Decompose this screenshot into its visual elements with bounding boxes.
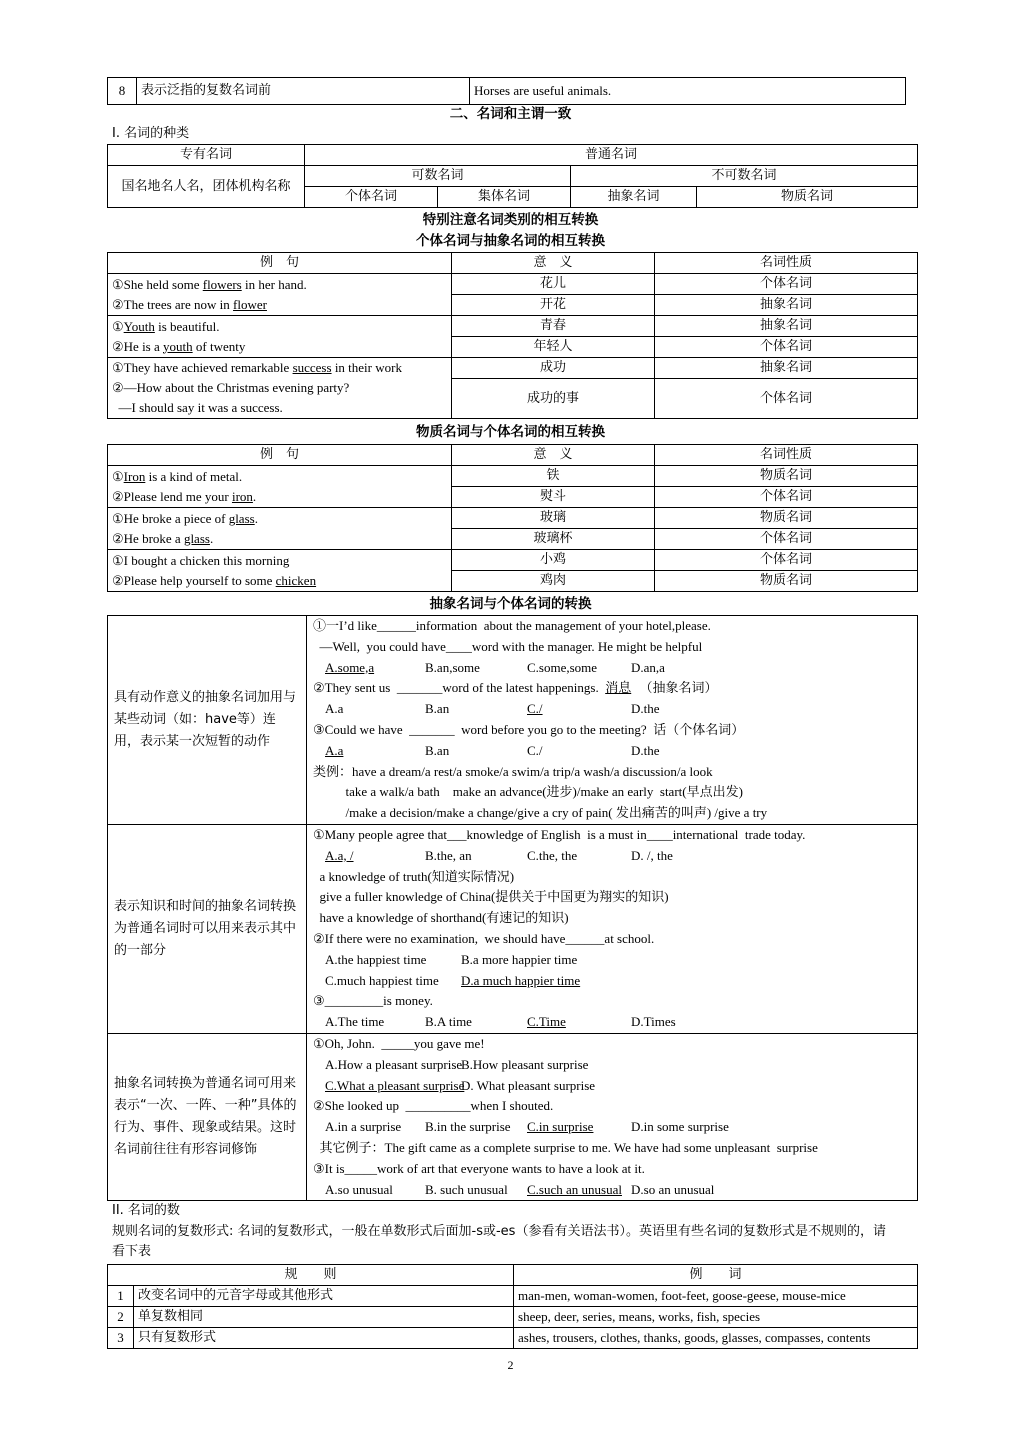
meaning-cell: 玻璃杯 [452, 529, 655, 550]
annotation: 消息 [605, 681, 632, 697]
meaning-cell: 熨斗 [452, 487, 655, 508]
table1-title: 个体名词与抽象名词的相互转换 [416, 233, 605, 249]
countable-header: 可数名词 [305, 166, 571, 187]
example-text: have a knowledge of shorthand(有速记的知识) [313, 910, 569, 926]
header-rule: 规 则 [108, 1265, 514, 1286]
example-line [313, 846, 911, 867]
answer-option: D.Times [631, 1014, 676, 1030]
example-cell: Horses are useful animals. [470, 78, 906, 105]
answer-option: B.an [425, 701, 450, 717]
header-example: 例 句 [108, 253, 452, 274]
row-number: 2 [108, 1307, 134, 1328]
header-examples: 例 词 [514, 1265, 918, 1286]
header-nature: 名词性质 [655, 253, 918, 274]
noun-kinds-table [107, 144, 918, 208]
nature-cell: 物质名词 [655, 508, 918, 529]
answer-option: A.in a surprise [325, 1119, 402, 1135]
abstract-conversion-table [107, 615, 918, 1201]
header-meaning: 意 义 [452, 445, 655, 466]
example-text: ③It is_____work of art that everyone wants to have a look at it. [313, 1160, 645, 1176]
example-text: ③Could we have _______ word before you go to the meeting? [313, 721, 654, 737]
answer-option: A.a, / [325, 847, 354, 863]
part2-label: II. 名词的数 [112, 1203, 180, 1218]
nature-cell: 个体名词 [655, 274, 918, 295]
rule-cell: 只有复数形式 [134, 1328, 514, 1349]
meaning-cell: 青春 [452, 316, 655, 337]
answer-option: C.What a pleasant surprise [325, 1077, 465, 1093]
plural-table [107, 1264, 918, 1349]
examples-list [313, 616, 911, 824]
meaning-cell: 成功的事 [452, 379, 655, 419]
answer-option: C.such an unusual [527, 1181, 622, 1197]
example-text: ③_________is money. [313, 993, 433, 1009]
row-number: 3 [108, 1328, 134, 1349]
answer-option: D.so an unusual [631, 1181, 715, 1197]
answer-option: C.some,some [527, 659, 598, 675]
rule-cell: 改变名词中的元音字母或其他形式 [134, 1286, 514, 1307]
rule-cell: 表示泛指的复数名词前 [137, 78, 470, 105]
example-line [313, 741, 911, 762]
example-cell: sheep, deer, series, means, works, fish, species [514, 1307, 918, 1328]
common-header: 普通名词 [305, 145, 918, 166]
example-text: ②She looked up __________when I shouted. [313, 1098, 554, 1114]
answer-option: A.a [325, 742, 344, 758]
table2-title: 物质名词与个体名词的相互转换 [416, 424, 605, 440]
header-meaning: 意 义 [452, 253, 655, 274]
row-number: 8 [108, 78, 137, 105]
nature-cell: 个体名词 [655, 379, 918, 419]
answer-option: C.much happiest time [325, 972, 439, 988]
row-number: 1 [108, 1286, 134, 1307]
answer-option: D.a much happier time [461, 972, 581, 988]
answer-option: C.the, the [527, 847, 578, 863]
example-text: /make a decision/make a change/give a cry of pain( 发出痛苦的叫声) /give a try [313, 805, 768, 821]
material-header: 物质名词 [697, 187, 918, 208]
nature-cell: 个体名词 [655, 529, 918, 550]
part2-text: 规则名词的复数形式: 名词的复数形式，一般在单数形式后面加-s或-es（参看有关语法书）。英语里有些名词的复数形式是不规则的，请 [112, 1224, 886, 1239]
part1-label: I. 名词的种类 [112, 126, 190, 141]
example-text: 类例：have a dream/a rest/a smoke/a swim/a trip/a wash/a discussion/a look [313, 763, 713, 779]
answer-option: B.the, an [425, 847, 472, 863]
example-line [313, 1180, 911, 1201]
answer-option: B.How pleasant surprise [461, 1056, 589, 1072]
example-text: ①Many people agree that___knowledge of English is a must in____international trade today. [313, 827, 806, 842]
example-line [313, 803, 911, 824]
answer-option: B.in the surprise [425, 1119, 511, 1135]
answer-option: C.Time [527, 1014, 566, 1030]
example-line [313, 658, 911, 679]
example-text: —Well, you could have____word with the manager. He might be helpful [313, 638, 703, 654]
example-cell: ①Iron is a kind of metal. ②Please lend me your iron. [108, 466, 452, 508]
collective-header: 集体名词 [438, 187, 571, 208]
answer-option: B.an [425, 742, 450, 758]
answer-option: B. such unusual [425, 1181, 508, 1197]
nature-cell: 抽象名词 [655, 316, 918, 337]
table3-title: 抽象名词与个体名词的转换 [429, 596, 592, 612]
answer-option: D. What pleasant surprise [461, 1077, 596, 1093]
example-line [313, 637, 911, 658]
meaning-cell: 铁 [452, 466, 655, 487]
annotation: 话（个体名词） [653, 722, 745, 738]
rule-cell: 单复数相同 [134, 1307, 514, 1328]
example-line [313, 720, 911, 741]
example-line [313, 887, 911, 908]
examples-cell [307, 616, 918, 825]
header-nature: 名词性质 [655, 445, 918, 466]
example-line [313, 762, 911, 783]
example-text: give a fuller knowledge of China(提供关于中国更为翔实的知识) [313, 889, 669, 905]
category-cell: 具有动作意义的抽象名词加用与某些动词（如：have等）连用，表示某一次短暂的动作 [108, 616, 307, 825]
example-line [313, 1076, 911, 1097]
example-cell: man-men, woman-women, foot-feet, goose-geese, mouse-mice [514, 1286, 918, 1307]
example-line [313, 950, 911, 971]
answer-option: D.the [631, 701, 660, 717]
answer-option: C./ [527, 742, 543, 758]
example-text: ②They sent us _______word of the latest happenings. [313, 680, 606, 696]
meaning-cell: 小鸡 [452, 550, 655, 571]
part2-text-cont: 看下表 [112, 1244, 152, 1259]
category-cell: 抽象名词转换为普通名词可用来表示“一次、一阵、一种”具体的行为、事件、现象或结果。这时名词前往往有形容词修饰 [108, 1034, 307, 1201]
meaning-cell: 玻璃 [452, 508, 655, 529]
section-title: 二、名词和主谓一致 [449, 106, 572, 122]
nature-cell: 个体名词 [655, 487, 918, 508]
proper-desc: 国名地名人名，团体机构名称 [108, 166, 305, 208]
example-line [313, 971, 911, 992]
answer-option: D. /, the [631, 847, 673, 863]
answer-option: A.the happiest time [325, 951, 427, 967]
answer-option: D.an,a [631, 659, 665, 675]
example-line [313, 699, 911, 720]
answer-option: B.a more happier time [461, 951, 578, 967]
example-line [313, 825, 911, 846]
special-title: 特别注意名词类别的相互转换 [422, 212, 599, 228]
example-line [313, 1138, 911, 1159]
example-line [313, 1159, 911, 1180]
individual-abstract-table [107, 252, 918, 419]
example-text: take a walk/a bath make an advance(进步)/make an early start(早点出发) [313, 784, 743, 800]
example-line [313, 678, 911, 699]
annotation-note: （抽象名词） [631, 681, 718, 697]
example-line [313, 991, 911, 1012]
abstract-header: 抽象名词 [571, 187, 697, 208]
example-cell: ①She held some flowers in her hand. ②The trees are now in flower [108, 274, 452, 316]
answer-option: A.The time [325, 1014, 385, 1030]
nature-cell: 个体名词 [655, 550, 918, 571]
nature-cell: 物质名词 [655, 571, 918, 592]
examples-cell [307, 825, 918, 1034]
meaning-cell: 年轻人 [452, 337, 655, 358]
example-line [313, 929, 911, 950]
examples-list [313, 1034, 911, 1200]
example-cell: ①They have achieved remarkable success in their work ②—How about the Christmas evening party? —I should say it was a success. [108, 358, 452, 419]
example-cell: ①Youth is beautiful. ②He is a youth of twenty [108, 316, 452, 358]
example-text: a knowledge of truth(知道实际情况) [313, 868, 515, 884]
answer-option: C./ [527, 701, 543, 717]
answer-option: C.in surprise [527, 1119, 594, 1135]
nature-cell: 抽象名词 [655, 295, 918, 316]
example-line [313, 782, 911, 803]
example-text: 其它例子：The gift came as a complete surprise to me. We have had some unpleasant surprise [313, 1139, 818, 1155]
uncountable-header: 不可数名词 [571, 166, 918, 187]
answer-option: A.How a pleasant surprise [325, 1056, 463, 1072]
example-cell: ①I bought a chicken this morning ②Please help yourself to some chicken [108, 550, 452, 592]
meaning-cell: 开花 [452, 295, 655, 316]
page-number: 2 [507, 1358, 514, 1372]
category-cell: 表示知识和时间的抽象名词转换为普通名词时可以用来表示其中的一部分 [108, 825, 307, 1034]
meaning-cell: 花儿 [452, 274, 655, 295]
answer-option: A.so unusual [325, 1181, 393, 1197]
example-line [313, 908, 911, 929]
example-line [313, 867, 911, 888]
example-text: ①一I’d like______information about the management of your hotel,please. [313, 618, 711, 633]
example-line [313, 1055, 911, 1076]
example-text: ②If there were no examination, we should have______at school. [313, 930, 655, 946]
example-line [313, 1096, 911, 1117]
top-table [107, 77, 906, 105]
nature-cell: 物质名词 [655, 466, 918, 487]
examples-cell [307, 1034, 918, 1201]
meaning-cell: 成功 [452, 358, 655, 379]
answer-option: D.the [631, 742, 660, 758]
proper-header: 专有名词 [108, 145, 305, 166]
example-cell: ①He broke a piece of glass. ②He broke a glass. [108, 508, 452, 550]
header-example: 例 句 [108, 445, 452, 466]
nature-cell: 抽象名词 [655, 358, 918, 379]
answer-option: A.some,a [325, 659, 375, 675]
answer-option: B.A time [425, 1014, 472, 1030]
nature-cell: 个体名词 [655, 337, 918, 358]
example-line [313, 1034, 911, 1055]
example-line [313, 616, 911, 637]
answer-option: D.in some surprise [631, 1119, 729, 1135]
answer-option: A.a [325, 701, 344, 717]
answer-option: B.an,some [425, 659, 480, 675]
example-line [313, 1117, 911, 1138]
example-text: ①Oh, John. _____you gave me! [313, 1036, 485, 1051]
individual-header: 个体名词 [305, 187, 438, 208]
example-cell: ashes, trousers, clothes, thanks, goods, glasses, compasses, contents [514, 1328, 918, 1349]
examples-list [313, 825, 911, 1033]
example-line [313, 1012, 911, 1033]
meaning-cell: 鸡肉 [452, 571, 655, 592]
material-individual-table [107, 444, 918, 592]
